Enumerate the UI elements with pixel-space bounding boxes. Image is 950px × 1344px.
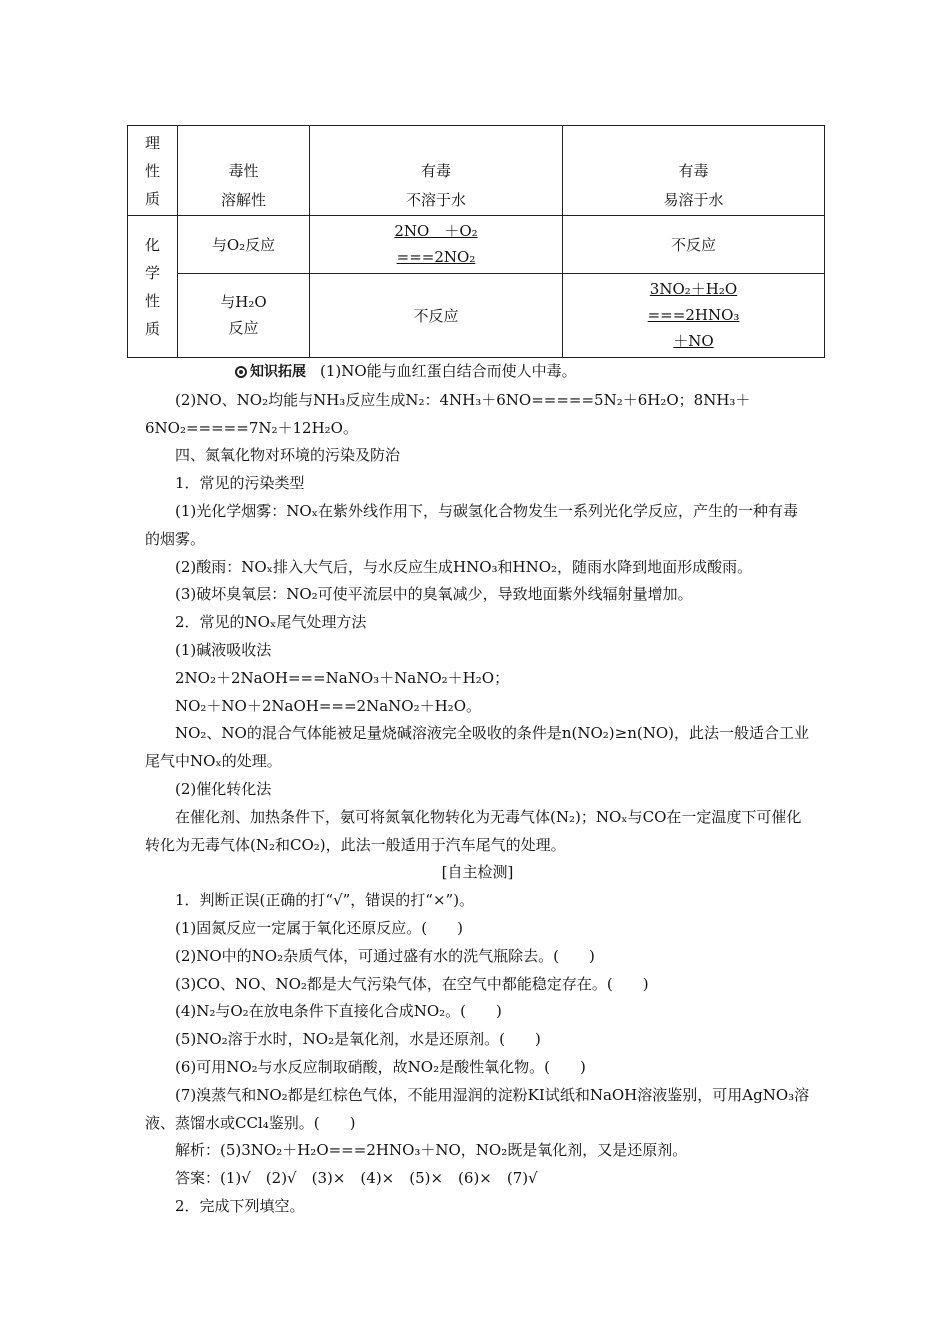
table-cell bbox=[563, 126, 825, 156]
table-cell: 不反应 bbox=[563, 216, 825, 274]
paragraph: (2)NO、NO₂均能与NH₃反应生成N₂：4NH₃＋6NO=====5N₂＋6H₂O；8NH₃＋6NO₂=====7N₂＋12H₂O。 bbox=[145, 390, 751, 437]
equation: NO₂＋NO＋2NaOH===2NaNO₂＋H₂O。 bbox=[175, 696, 481, 715]
table-cell: 不溶于水 bbox=[310, 186, 563, 216]
equation-line: 3NO₂＋H₂O bbox=[649, 280, 738, 298]
body-text bbox=[145, 358, 810, 1221]
paragraph: NO₂、NO的混合气体能被足量烧碱溶液完全吸收的条件是n(NO₂)≥n(NO)，此法一般适合工业尾气中NOₓ的处理。 bbox=[145, 724, 810, 771]
table-row-label: 溶解性 bbox=[178, 186, 310, 216]
properties-table bbox=[127, 125, 825, 358]
table-row-label: 与H₂O 反应 bbox=[178, 274, 310, 358]
subsection-title: 2．常见的NOₓ尾气处理方法 bbox=[175, 613, 367, 632]
question-item: (3)CO、NO、NO₂都是大气污染气体，在空气中都能稳定存在。( ) bbox=[175, 974, 649, 993]
answer: 答案：(1)√ (2)√ (3)× (4)× (5)× (6)× (7)√ bbox=[175, 1169, 538, 1188]
method-title: (1)碱液吸收法 bbox=[175, 640, 272, 659]
paragraph: (3)破坏臭氧层：NO₂可使平流层中的臭氧减少，导致地面紫外线辐射量增加。 bbox=[175, 585, 693, 604]
table-cell: 不反应 bbox=[310, 274, 563, 358]
question-item: (4)N₂与O₂在放电条件下直接化合成NO₂。( ) bbox=[175, 1002, 502, 1021]
table-cell bbox=[178, 126, 310, 156]
question-item: (1)固氮反应一定属于氧化还原反应。( ) bbox=[175, 918, 463, 937]
question-item: (6)可用NO₂与水反应制取硝酸，故NO₂是酸性氧化物。( ) bbox=[175, 1057, 586, 1076]
knowledge-extension: 知识拓展 (1)NO能与血红蛋白结合而使人中毒。 bbox=[115, 358, 810, 387]
table-row-label: 与O₂反应 bbox=[178, 216, 310, 274]
paragraph: (2)酸雨：NOₓ排入大气后，与水反应生成HNO₃和HNO₂，随雨水降到地面形成酸雨。 bbox=[175, 557, 753, 576]
paragraph: 在催化剂、加热条件下，氨可将氮氧化物转化为无毒气体(N₂)；NOₓ与CO在一定温度下可催化转化为无毒气体(N₂和CO₂)，此法一般适用于汽车尾气的处理。 bbox=[145, 807, 802, 854]
table-cell-equation bbox=[563, 274, 825, 358]
section-title: 四、氮氧化物对环境的污染及防治 bbox=[175, 446, 401, 465]
method-title: (2)催化转化法 bbox=[175, 779, 272, 798]
question-item: (2)NO中的NO₂杂质气体，可通过盛有水的洗气瓶除去。( ) bbox=[175, 946, 595, 965]
table-cell bbox=[310, 126, 563, 156]
target-icon bbox=[235, 366, 247, 378]
table-side-label-chemical: 化 学 性 质 bbox=[128, 216, 178, 358]
equation-line: ===2NO₂ bbox=[396, 248, 476, 266]
equation-line: ＋NO bbox=[673, 332, 714, 350]
table-row-label: 毒性 bbox=[178, 156, 310, 186]
table-cell: 有毒 bbox=[563, 156, 825, 186]
table-side-label-physical: 理 性 质 bbox=[128, 126, 178, 216]
analysis: 解析：(5)3NO₂＋H₂O===2HNO₃＋NO，NO₂既是氧化剂，又是还原剂。 bbox=[175, 1141, 688, 1160]
table-cell: 有毒 bbox=[310, 156, 563, 186]
equation-line: 2NO ＋O₂ bbox=[394, 222, 478, 240]
knowledge-extension-badge: 知识拓展 bbox=[175, 359, 306, 387]
question: 1．判断正误(正确的打“√”，错误的打“×”)。 bbox=[175, 891, 475, 910]
equation-line: ===2HNO₃ bbox=[647, 306, 740, 324]
equation: 2NO₂＋2NaOH===NaNO₃＋NaNO₂＋H₂O； bbox=[175, 668, 510, 687]
self-check-heading: [自主检测] bbox=[441, 863, 514, 882]
table-cell-equation bbox=[310, 216, 563, 274]
question-item: (7)溴蒸气和NO₂都是红棕色气体，不能用湿润的淀粉KI试纸和NaOH溶液鉴别，可用AgNO₃溶液、蒸馏水或CCl₄鉴别。( ) bbox=[145, 1085, 810, 1132]
subsection-title: 1．常见的污染类型 bbox=[175, 474, 305, 493]
table-cell: 易溶于水 bbox=[563, 186, 825, 216]
paragraph: (1)光化学烟雾：NOₓ在紫外线作用下，与碳氢化合物发生一系列光化学反应，产生的一种有毒的烟雾。 bbox=[145, 501, 799, 548]
question: 2．完成下列填空。 bbox=[175, 1196, 305, 1215]
question-item: (5)NO₂溶于水时，NO₂是氧化剂，水是还原剂。( ) bbox=[175, 1030, 541, 1049]
